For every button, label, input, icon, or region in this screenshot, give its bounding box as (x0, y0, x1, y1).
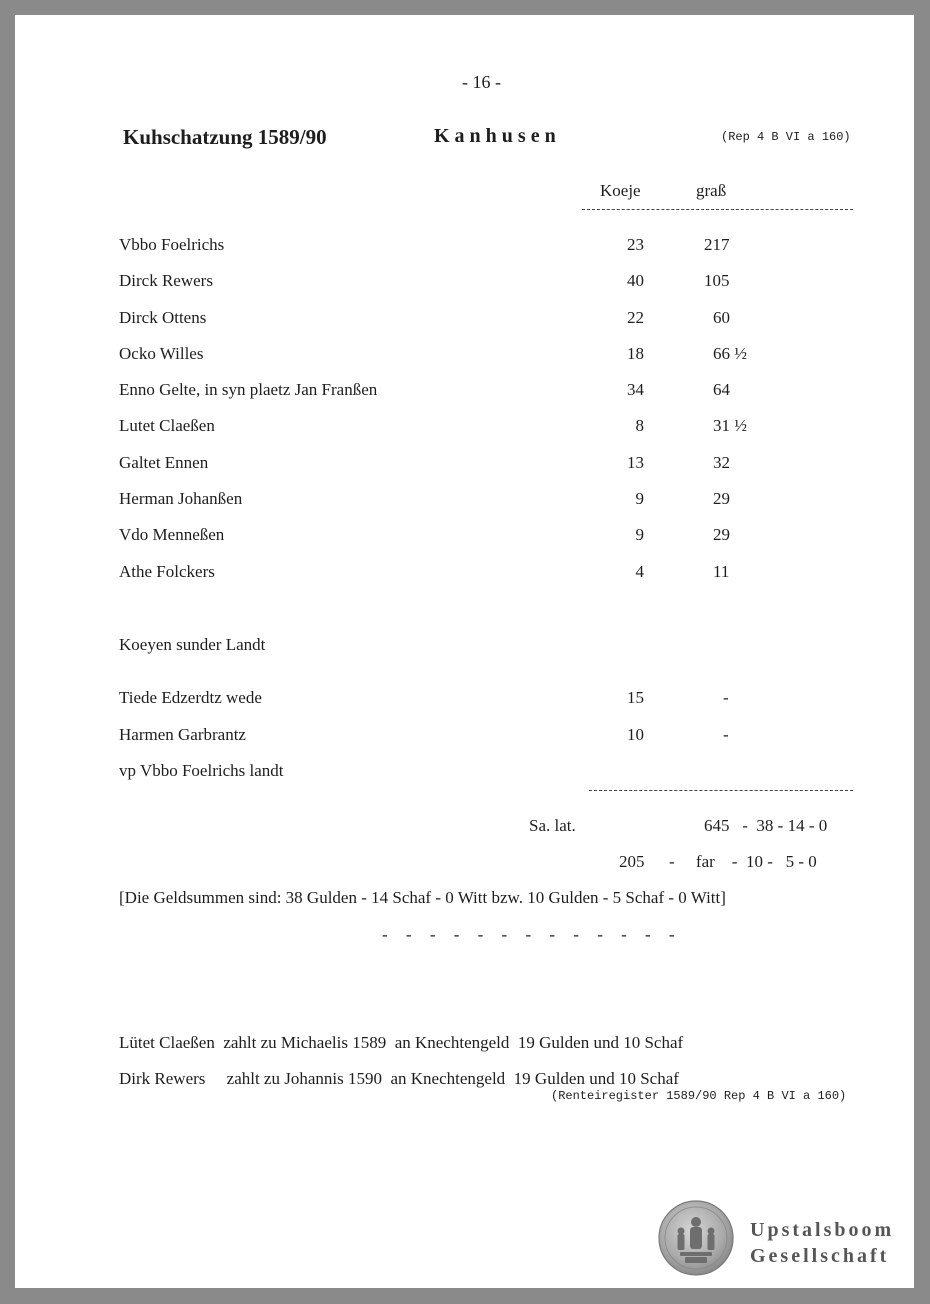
row-name: Harmen Garbrantz (119, 725, 246, 744)
row-grass: 105 (704, 271, 730, 290)
row-name: Tiede Edzerdtz wede (119, 688, 262, 707)
row-name: Enno Gelte, in syn plaetz Jan Franßen (119, 380, 378, 399)
row-name: Ocko Willes (119, 344, 204, 363)
vp-line: vp Vbbo Foelrichs landt (119, 761, 284, 780)
society-name-line-1: Upstalsboom (750, 1219, 895, 1241)
row-koeje: 10 (627, 725, 644, 744)
row-grass: - (723, 688, 729, 707)
row-name: Herman Johanßen (119, 489, 243, 508)
row-name: Dirck Rewers (119, 271, 213, 290)
row-name: Galtet Ennen (119, 453, 209, 472)
note-line-2: Dirk Rewers zahlt zu Johannis 1590 an Knechtengeld 19 Gulden und 10 Schaf (119, 1069, 679, 1088)
society-name-line-2: Gesellschaft (750, 1245, 890, 1267)
row-koeje: 15 (627, 688, 644, 707)
row-grass: 217 (704, 235, 730, 254)
totals-line-1: 645 - 38 - 14 - 0 (704, 816, 828, 835)
row-grass: 60 (713, 308, 730, 327)
row-koeje: 9 (635, 489, 644, 508)
totals-rule (589, 790, 853, 791)
row-koeje: 34 (627, 380, 644, 399)
document-title: Kuhschatzung 1589/90 (123, 125, 327, 149)
totals-line-2-values: - far - 10 - 5 - 0 (669, 852, 817, 871)
note-source: (Renteiregister 1589/90 Rep 4 B VI a 160) (551, 1089, 847, 1103)
row-koeje: 22 (627, 308, 644, 327)
note-line-1: Lütet Claeßen zahlt zu Michaelis 1589 an Knechtengeld 19 Gulden und 10 Schaf (119, 1033, 684, 1052)
column-header-koeje: Koeje (600, 181, 641, 200)
source-reference: (Rep 4 B VI a 160) (721, 130, 851, 144)
row-koeje: 9 (635, 525, 644, 544)
section-heading: Koeyen sunder Landt (119, 635, 266, 654)
totals-label: Sa. lat. (529, 816, 576, 835)
page-number: - 16 - (462, 72, 501, 92)
row-koeje: 8 (635, 416, 644, 435)
row-koeje: 40 (627, 271, 644, 290)
row-grass: 11 (713, 562, 730, 581)
row-grass: 31 ½ (713, 416, 747, 435)
row-grass: 32 (713, 453, 730, 472)
row-name: Vdo Menneßen (119, 525, 225, 544)
society-seal-icon (658, 1200, 734, 1276)
row-koeje: 13 (627, 453, 644, 472)
totals-line-2-count: 205 (619, 852, 645, 871)
dash-divider: - - - - - - - - - - - - - (382, 925, 682, 944)
village-title: Kanhusen (434, 125, 561, 147)
bracket-note: [Die Geldsummen sind: 38 Gulden - 14 Schaf - 0 Witt bzw. 10 Gulden - 5 Schaf - 0 Witt] (119, 888, 726, 907)
column-header-grass: graß (696, 181, 727, 200)
row-grass: 64 (713, 380, 730, 399)
row-name: Athe Folckers (119, 562, 215, 581)
row-koeje: 23 (627, 235, 644, 254)
row-grass: - (723, 725, 729, 744)
row-grass: 29 (713, 489, 730, 508)
row-koeje: 4 (635, 562, 644, 581)
document-page (15, 15, 914, 1288)
row-grass: 66 ½ (713, 344, 747, 363)
society-name (750, 1217, 894, 1269)
row-name: Vbbo Foelrichs (119, 235, 225, 254)
header-rule (582, 209, 853, 210)
row-name: Dirck Ottens (119, 308, 207, 327)
row-grass: 29 (713, 525, 730, 544)
row-name: Lutet Claeßen (119, 416, 215, 435)
row-koeje: 18 (627, 344, 644, 363)
